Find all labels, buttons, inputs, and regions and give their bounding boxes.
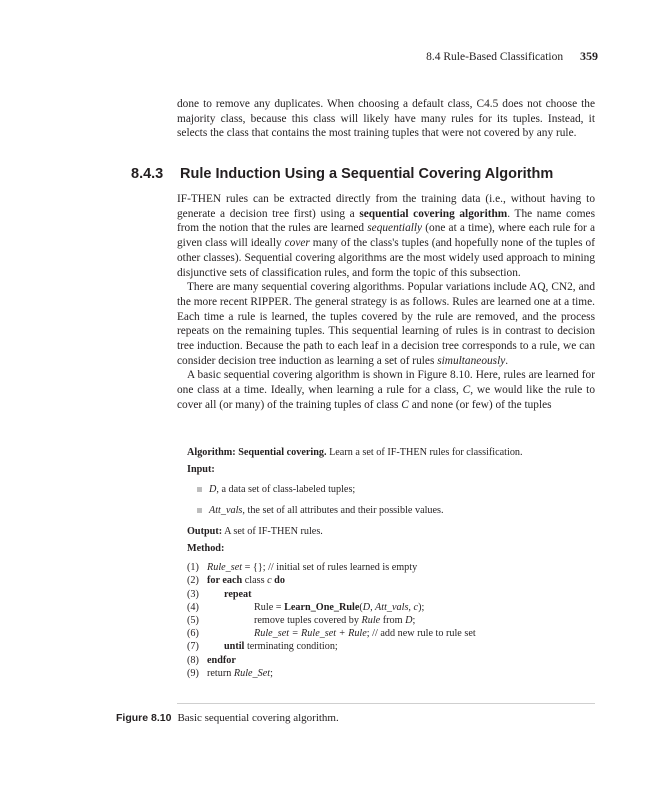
- paragraph-3: A basic sequential covering algorithm is shown in Figure 8.10. Here, rules are learned for one class at a time. Ideally, when learning a rule for a class, C, we would like the rule to cover all (or many) of the training tuples of class C and none (or few) of the tuples: [177, 369, 595, 411]
- algorithm-figure: [187, 446, 587, 680]
- section-number: 8.4.3: [131, 166, 164, 182]
- figure-divider: [177, 703, 595, 704]
- algorithm-step: (3) repeat: [187, 588, 252, 600]
- running-header-section: 8.4 Rule-Based Classification: [426, 51, 564, 63]
- algorithm-step: (5) remove tuples covered by Rule from D;: [187, 615, 416, 627]
- paragraph-2: There are many sequential covering algorithms. Popular variations include AQ, CN2, and the more recent RIPPER. The general strategy is as follows. Rules are learned one at a time. Each time a rule is learned, the tuples covered by the rule are removed, and the process repeats on the remaining tuples. This sequential learning of rules is in contrast to decision tree induction. Because the path to each leaf in a decision tree corresponds to a rule, we can consider decision tree induction as learning a set of rules simultaneously.: [177, 281, 595, 367]
- algorithm-title: Algorithm: Sequential covering. Learn a set of IF-THEN rules for classification.: [187, 447, 523, 458]
- algorithm-step: (4) Rule = Learn_One_Rule(D, Att_vals, c);: [187, 601, 425, 613]
- output-line: Output: A set of IF-THEN rules.: [187, 525, 323, 537]
- intro-paragraph: done to remove any duplicates. When choosing a default class, C4.5 does not choose the majority class, because this class will likely have many rules for its tuples. Instead, it selects the class that contains the most training tuples that were not covered by any rule.: [177, 98, 595, 140]
- figure-caption-text: Basic sequential covering algorithm.: [177, 712, 339, 724]
- input-item: D, a data set of class-labeled tuples;: [187, 483, 587, 496]
- algorithm-step: (2) for each class c do: [187, 575, 285, 587]
- input-label: Input:: [187, 464, 215, 476]
- figure-label: Figure 8.10: [116, 712, 172, 724]
- section-body: [177, 192, 595, 413]
- paragraph-1: IF-THEN rules can be extracted directly from the training data (i.e., without having to generate a decision tree first) using a sequential covering algorithm. The name comes from the notion that the rules are learned sequentially (one at a time), where each rule for a given class will ideally cover many of the class's tuples (and hopefully none of the tuples of other classes). Sequential covering algorithms are the most widely used approach to mining disjunctive sets of classification rules, and form the topic of this subsection.: [177, 193, 596, 279]
- algorithm-step: (6) Rule_set = Rule_set + Rule; // add new rule to rule set: [187, 628, 476, 640]
- algorithm-step: (9) return Rule_Set;: [187, 667, 273, 679]
- page-number: 359: [580, 49, 598, 63]
- figure-caption: [116, 712, 339, 724]
- algorithm-step: (7) until terminating condition;: [187, 641, 338, 653]
- algorithm-step: (1) Rule_set = {}; // initial set of rules learned is empty: [187, 562, 418, 574]
- bullet-icon: [197, 508, 202, 513]
- method-steps: [187, 561, 587, 680]
- bullet-icon: [197, 487, 202, 492]
- section-title: Rule Induction Using a Sequential Covering Algorithm: [180, 166, 554, 182]
- running-header: [426, 49, 598, 64]
- algorithm-step: (8) endfor: [187, 654, 236, 666]
- method-label: Method:: [187, 543, 225, 555]
- input-item: Att_vals, the set of all attributes and their possible values.: [187, 504, 587, 517]
